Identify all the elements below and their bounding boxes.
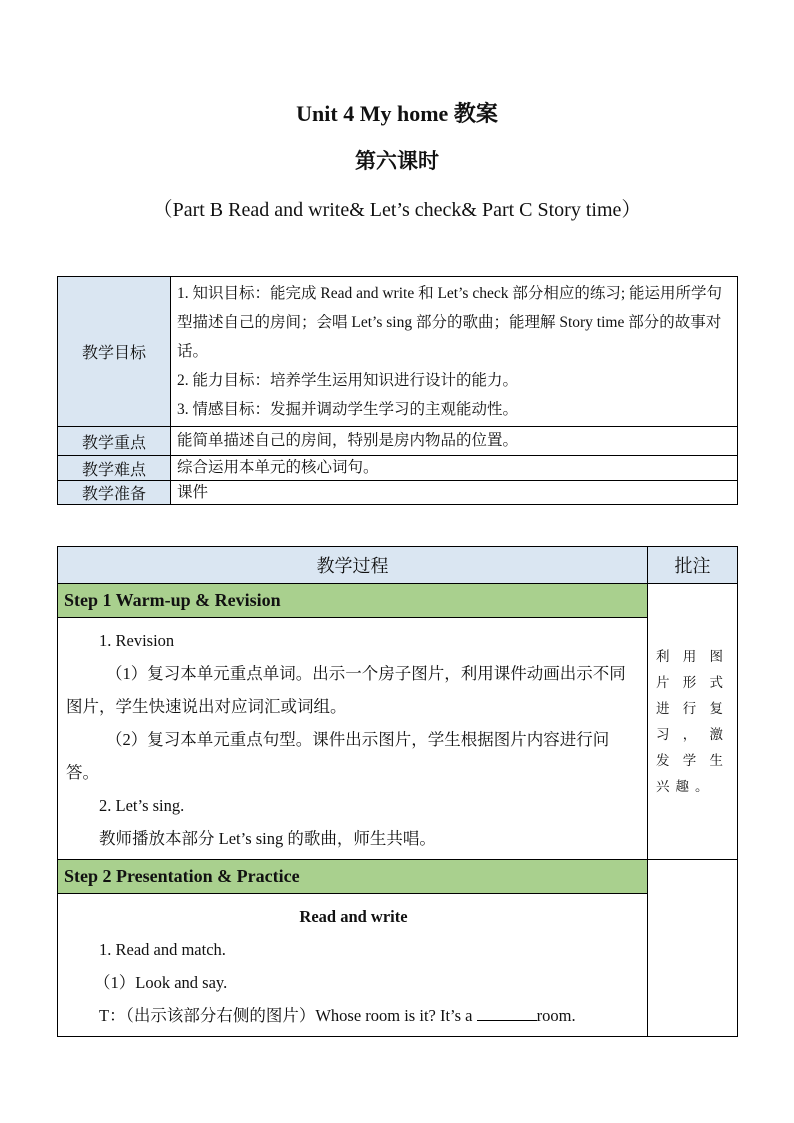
question-end: room.: [536, 1006, 576, 1025]
preparation-label: 教学准备: [58, 481, 171, 505]
step2-line: （1）Look and say.: [94, 973, 228, 992]
notes-header: 批注: [648, 547, 738, 584]
step1-title: Step 1 Warm-up & Revision: [58, 584, 648, 618]
process-header-row: [58, 547, 738, 584]
step1-title-row: [58, 584, 738, 618]
key-points-row: [58, 427, 738, 456]
step2-body-row: [58, 894, 738, 1037]
step1-body-row: [58, 618, 738, 860]
question-text: T：（出示该部分右侧的图片）Whose room is it? It’s a: [99, 1006, 473, 1025]
doc-subtitle: （Part B Read and write& Let’s check& Part C Story time）: [152, 199, 642, 221]
key-points-value: 能简单描述自己的房间，特别是房内物品的位置。: [171, 427, 738, 456]
key-points-label: 教学重点: [58, 427, 171, 456]
step2-body: [58, 894, 648, 1037]
objectives-value: [171, 277, 738, 427]
step2-note: [648, 860, 738, 1037]
teaching-process-table: [57, 546, 738, 1037]
preparation-value: 课件: [171, 481, 738, 505]
objectives-row: [58, 277, 738, 427]
preparation-row: [58, 481, 738, 505]
step1-body: [58, 618, 648, 860]
step1-line: 教师播放本部分 Let’s sing 的歌曲，师生共唱。: [99, 829, 436, 848]
doc-title: Unit 4 My home 教案: [296, 101, 498, 126]
step2-line: [66, 999, 641, 1032]
step2-title: Step 2 Presentation & Practice: [58, 860, 648, 894]
step1-line: （2）复习本单元重点句型。课件出示图片，学生根据图片内容进行问答。: [66, 730, 610, 782]
lesson-info-table: [57, 276, 738, 505]
answer-blank: [477, 1004, 537, 1021]
difficulty-value: 综合运用本单元的核心词句。: [171, 456, 738, 481]
lesson-number: 第六课时: [355, 149, 439, 173]
objectives-label: 教学目标: [58, 277, 171, 427]
step2-line: 1. Read and match.: [99, 940, 226, 959]
objective-ability: 2. 能力目标：培养学生运用知识进行设计的能力。: [177, 372, 519, 389]
step2-title-row: [58, 860, 738, 894]
process-header: 教学过程: [58, 547, 648, 584]
difficulty-label: 教学难点: [58, 456, 171, 481]
step1-line: （1）复习本单元重点单词。出示一个房子图片，利用课件动画出示不同图片，学生快速说出对应词汇或词组。: [66, 664, 626, 716]
difficulty-row: [58, 456, 738, 481]
step1-note: 利用图片形式进行复习，激发学生兴趣。: [648, 584, 738, 860]
read-and-write-heading: Read and write: [299, 907, 408, 926]
objective-knowledge: 1. 知识目标：能完成 Read and write 和 Let’s check 部分相应的练习; 能运用所学句型描述自己的房间；会唱 Let’s sing 部分的歌曲；能理解 Story time 部分的故事对话。: [177, 285, 723, 360]
step1-line: 2. Let’s sing.: [99, 796, 185, 815]
step1-line: 1. Revision: [99, 631, 175, 650]
objective-emotion: 3. 情感目标：发掘并调动学生学习的主观能动性。: [177, 401, 519, 418]
